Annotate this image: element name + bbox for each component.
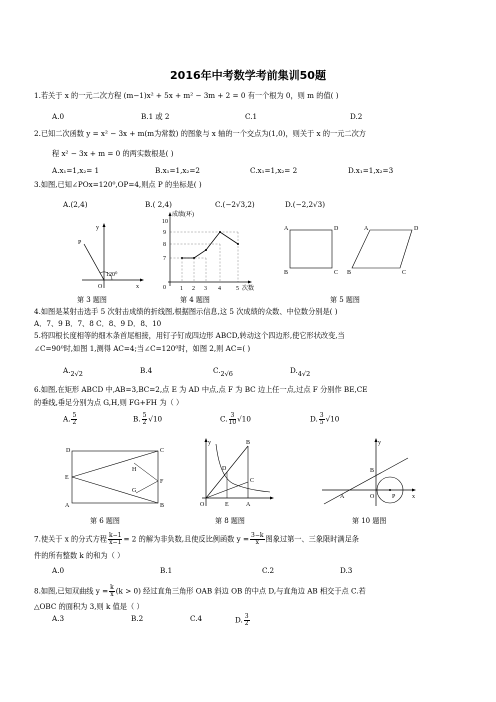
figure-6 xyxy=(62,443,168,511)
fig4-ytick-10: 10 xyxy=(162,219,168,225)
fig3-o-label: O xyxy=(98,284,103,290)
q5-option-c: C.2√6 xyxy=(213,366,233,378)
figure-4 xyxy=(158,206,258,292)
fig6-label-d: D xyxy=(66,448,71,454)
fig3-caption: 第 3 题图 xyxy=(77,296,107,304)
fig5-label-c1: C xyxy=(334,270,339,276)
q8-stem-line2: △OBC 的面积为 3,则 k 值是（ ） xyxy=(34,602,144,611)
fig3-p-label: P xyxy=(78,240,82,246)
q1-option-a: A.0 xyxy=(52,112,65,121)
fig4-ytick-0: 0 xyxy=(163,285,166,291)
figure-5 xyxy=(282,222,422,280)
fig6-label-e: E xyxy=(65,475,69,481)
q8-stem: 8.如图,已知双曲线 y = $\frac{k}{x}$ (k > 0) 经过直角三角形 OAB 斜边 OB 的中点 D,与直角边 AB 相交于点 C.若 xyxy=(34,584,366,598)
fig4-xtick-4: 4 xyxy=(218,286,221,292)
q1-option-b: B.1 或 2 xyxy=(141,112,170,121)
q6-option-c: C. $\frac{3}{10}$ √10 xyxy=(220,412,251,426)
fig8-caption: 第 8 题图 xyxy=(215,517,245,525)
fig4-xtick-1: 1 xyxy=(180,286,183,292)
fig6-label-a: A xyxy=(65,503,70,509)
q1-stem: 1.若关于 x 的一元二次方程 (m−1)x² + 5x + m² − 3m + 2 = 0 有一个根为 0，则 m 的值( ) xyxy=(34,91,339,100)
fig8-label-d: D xyxy=(222,466,227,472)
fig10-label-y: y xyxy=(378,440,381,446)
fig6-label-f: F xyxy=(160,479,164,485)
fig8-label-a: A xyxy=(246,502,251,508)
fig4-ytick-9: 9 xyxy=(163,230,166,236)
q2-stem-line2: 程 x² − 3x + m = 0 的两实数根是( ) xyxy=(52,149,174,158)
q3-option-d: D.(−2,2√3) xyxy=(285,200,326,209)
fig4-xtick-5: 5 xyxy=(236,286,239,292)
fig10-label-b: B xyxy=(370,468,375,474)
fig6-label-b: B xyxy=(160,503,165,509)
fig8-label-o: O xyxy=(200,502,205,508)
q2-option-d: D.x₁=1,x₂=3 xyxy=(348,166,394,175)
q7-option-d: D.3 xyxy=(340,566,353,575)
q5-option-a: A.2√2 xyxy=(63,366,83,378)
fig8-label-c: C xyxy=(250,478,255,484)
fig6-caption: 第 6 题图 xyxy=(90,517,120,525)
q3-stem: 3.如图,已知∠POx=120⁰,OP=4,则点 P 的坐标是( ) xyxy=(34,180,202,189)
figure-8 xyxy=(198,438,278,512)
fig5-label-a2: A xyxy=(364,226,369,232)
fig4-ytick-8: 8 xyxy=(163,242,166,248)
fig6-label-g: G xyxy=(132,488,137,494)
q3-option-c: C.(−2√3,2) xyxy=(215,200,255,209)
q6-option-b: B. $\frac{5}{2}$ √10 xyxy=(133,412,163,426)
fig6-label-c: C xyxy=(160,448,165,454)
fig5-label-c2: C xyxy=(402,270,407,276)
fig5-label-a1: A xyxy=(284,226,289,232)
figure-3 xyxy=(76,222,146,290)
fig10-label-a: A xyxy=(340,494,345,500)
q6-stem: 6.如图,在矩形 ABCD 中,AB=3,BC=2,点 E 为 AD 中点,点 F 为 BC 边上任一点,过点 F 分别作 BE,CE xyxy=(34,385,368,394)
fig4-caption: 第 4 题图 xyxy=(180,296,210,304)
q5-option-d: D.4√2 xyxy=(290,366,311,378)
q7-option-a: A.0 xyxy=(52,566,65,575)
q8-option-a: A.3 xyxy=(52,614,65,623)
q3-option-a: A.(2,4) xyxy=(63,200,88,209)
fig4-y-axis-label: 成绩(环) xyxy=(172,212,194,218)
fig10-caption: 第 10 题图 xyxy=(352,517,387,525)
q2-option-c: C.x₁=1,x₂= 2 xyxy=(250,166,298,175)
fig5-label-d2: D xyxy=(414,226,419,232)
q7-stem-line2: 件的所有整数 k 的和为（ ） xyxy=(34,551,125,560)
fig5-caption: 第 5 题图 xyxy=(330,296,360,304)
fig10-label-p: P xyxy=(392,494,396,500)
fig8-label-b: B xyxy=(246,440,251,446)
q6-option-d: D. $\frac{3}{5}$ √10 xyxy=(310,412,340,426)
page-title: 2016年中考数学考前集训50题 xyxy=(170,69,326,82)
q6-stem-line2: 的垂线,垂足分别为点 G,H,则 FG+FH 为（ ） xyxy=(34,398,184,407)
fig10-label-x: x xyxy=(412,494,415,500)
fig10-label-o: O xyxy=(370,494,375,500)
fig3-angle-label: 120⁰ xyxy=(106,272,118,278)
q5-stem-line2: ∠C=90⁰时,如图 1,测得 AC=4;当∠C=120⁰时，如图 2,则 AC=( ) xyxy=(34,344,251,353)
q4-stem: 4.如图是某射击选手 5 次射击成绩的折线图,根据图示信息,这 5 次成绩的众数、中位数分别是( ) xyxy=(34,307,338,316)
fig5-label-b2: B xyxy=(347,270,352,276)
q2-option-b: B.x₁=1,x₂=2 xyxy=(155,166,200,175)
q2-stem: 2.已知二次函数 y = x² − 3x + m(m为常数) 的图象与 x 轴的一个交点为(1,0)，则关于 x 的一元二次方 xyxy=(34,129,366,138)
figure-10 xyxy=(318,438,418,510)
q8-option-c: C.4 xyxy=(190,614,203,623)
fig8-label-y: y xyxy=(208,440,211,446)
q8-option-d: D. $\frac{3}{2}$ xyxy=(235,613,249,627)
fig4-ytick-7: 7 xyxy=(163,256,166,262)
q5-option-b: B.4 xyxy=(140,366,153,375)
q3-option-b: B.( 2,4) xyxy=(145,200,172,209)
q1-option-c: C.1 xyxy=(245,112,258,121)
q7-option-c: C.2 xyxy=(262,566,275,575)
q7-stem: 7.使关于 x 的分式方程 $\frac{k-1}{x-1}$ = 2 的解为非负数,且使反比例函数 y = $\frac{3-k}{x}$ 图象过第一、三象限时满足条 xyxy=(34,532,359,546)
q6-option-a: A. $\frac{5}{2}$ xyxy=(63,412,77,426)
q7-option-b: B.1 xyxy=(160,566,173,575)
fig4-xtick-3: 3 xyxy=(204,286,207,292)
fig4-x-axis-label: 次数 xyxy=(242,286,255,292)
fig5-label-b1: B xyxy=(284,270,289,276)
fig8-label-e: E xyxy=(225,502,229,508)
fig6-label-h: H xyxy=(132,467,137,473)
fig4-xtick-2: 2 xyxy=(192,286,195,292)
fig3-x-label: x xyxy=(136,284,139,290)
q1-option-d: D.2 xyxy=(350,112,363,121)
fig5-label-d1: D xyxy=(334,226,339,232)
q4-options: A．7、9 B．7、8 C．8、9 D．8、10 xyxy=(34,319,162,328)
fig3-y-label: y xyxy=(96,225,99,231)
q5-stem: 5.将四根长度相等的细木条首尾相接，用钉子钉成四边形 ABCD,转动这个四边形,使它形状改变,当 xyxy=(34,331,345,340)
q2-option-a: A.x₁=1,x₂= 1 xyxy=(52,166,100,175)
q8-option-b: B.2 xyxy=(131,614,144,623)
